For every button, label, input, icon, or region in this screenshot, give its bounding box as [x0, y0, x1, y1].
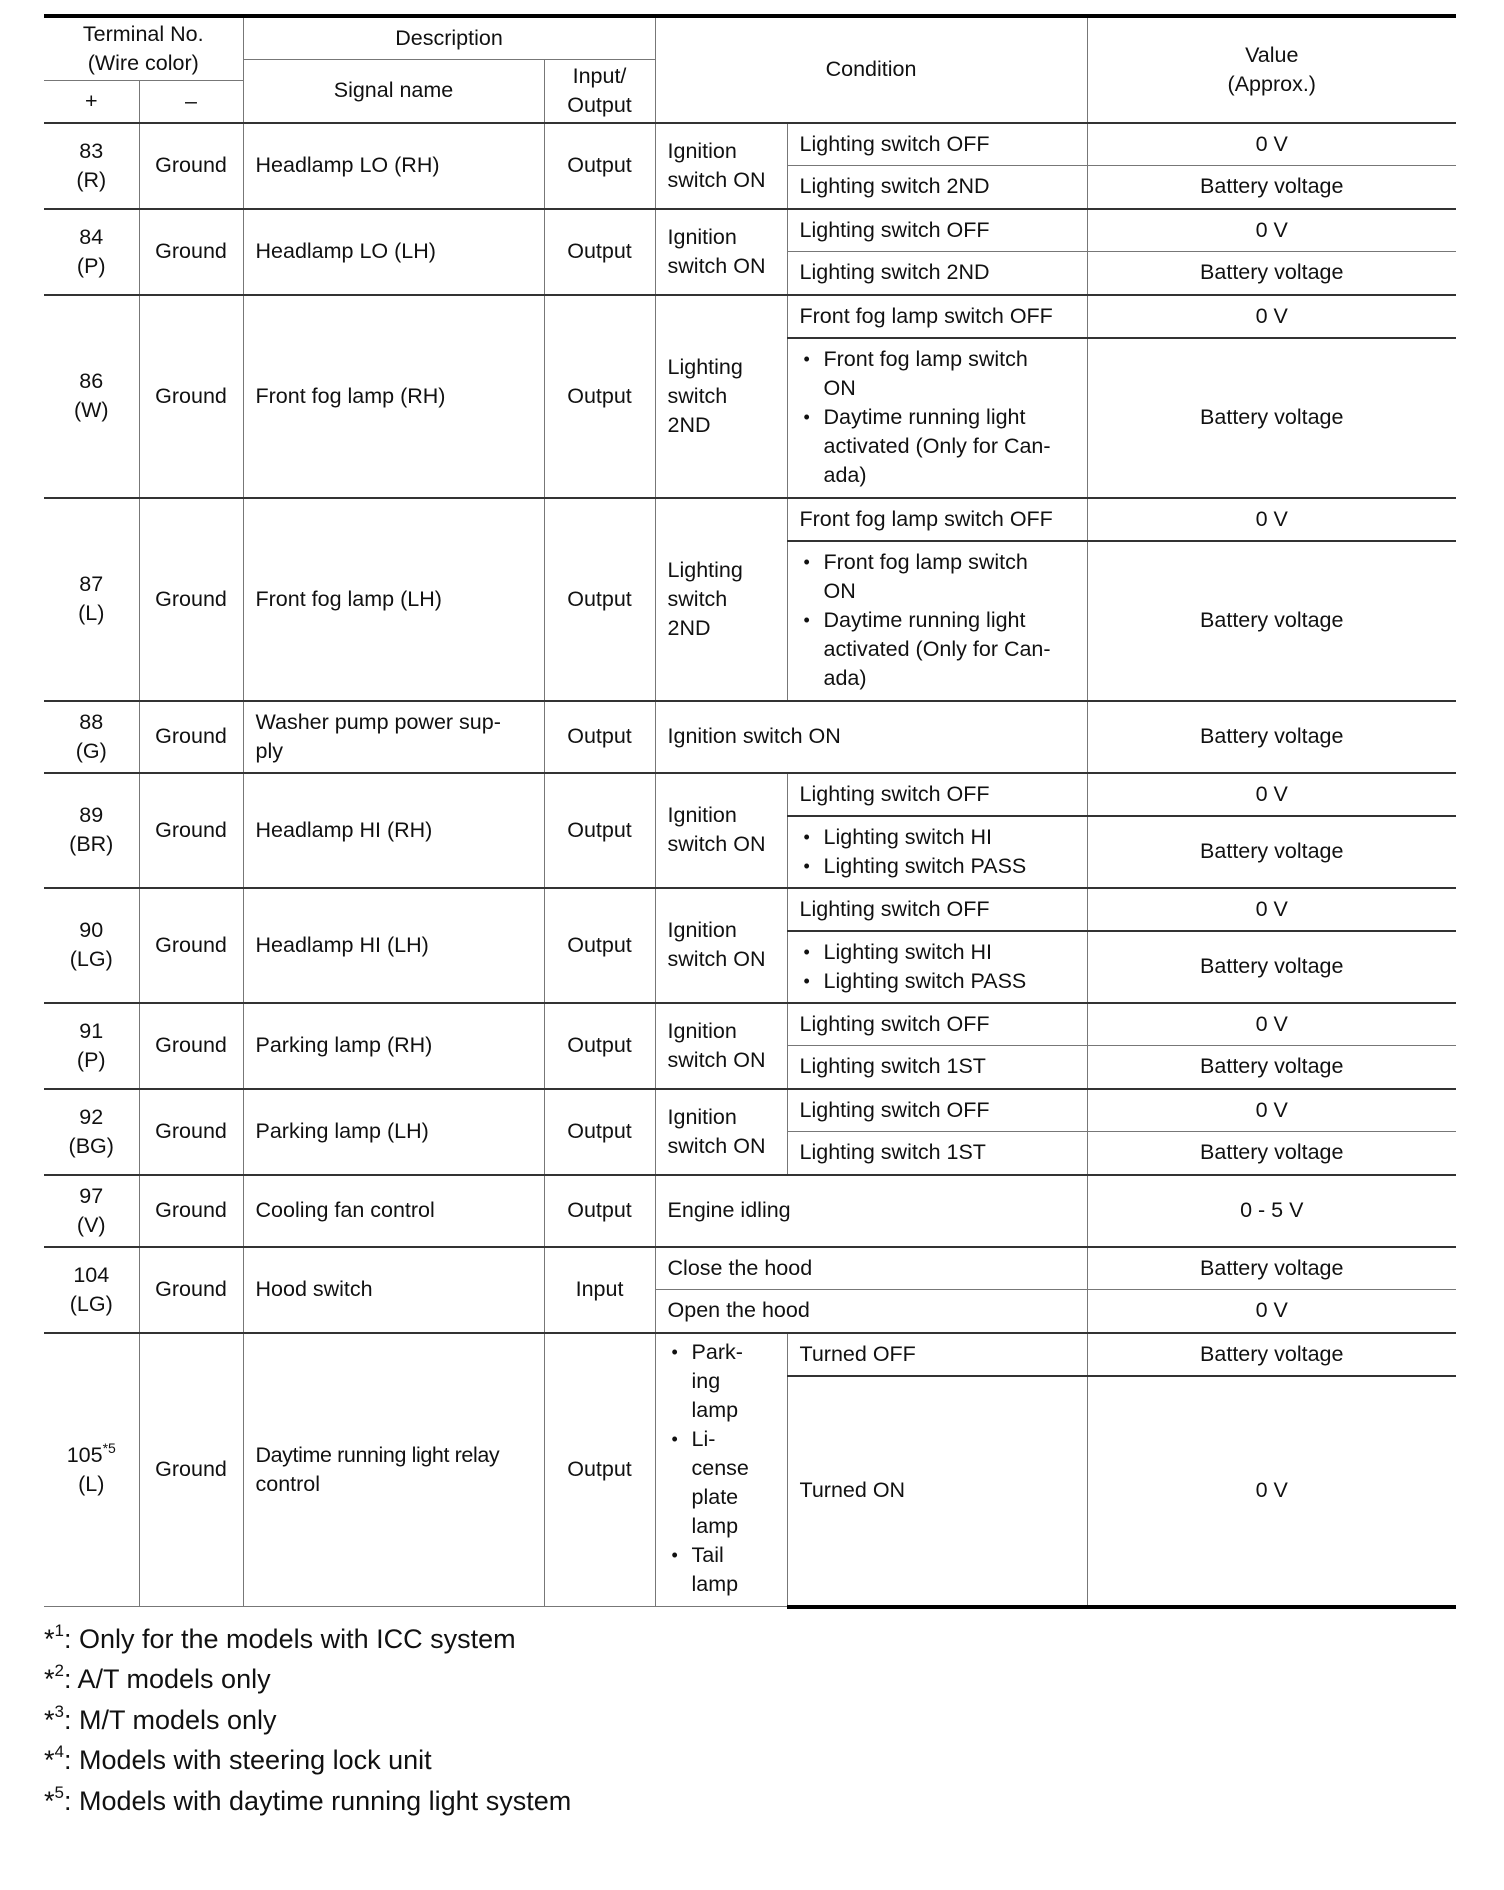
- condition: Lighting switch OFF: [787, 773, 1087, 816]
- condition-group-line: Ignition: [667, 1104, 737, 1129]
- lamp-line: • Park-: [691, 1339, 743, 1364]
- terminal-minus: Ground: [139, 1089, 243, 1175]
- condition: Lighting switch OFF: [787, 123, 1087, 166]
- terminal-num: 86: [79, 369, 104, 393]
- footnote: [44, 1700, 1456, 1741]
- terminal-minus: Ground: [139, 701, 243, 773]
- terminal-number: [44, 1175, 139, 1247]
- footnote-text: : Models with daytime running light system: [63, 1785, 572, 1816]
- condition-group: [655, 295, 787, 498]
- terminal-number: [44, 1247, 139, 1333]
- input-output: Output: [544, 888, 655, 1003]
- terminal-minus: Ground: [139, 773, 243, 888]
- terminal-number: [44, 498, 139, 701]
- value: Battery voltage: [1087, 252, 1456, 295]
- wire-color: (G): [75, 738, 107, 763]
- list-item: [668, 1425, 775, 1541]
- value: 0 V: [1087, 1003, 1456, 1046]
- wire-color: (R): [76, 167, 107, 192]
- condition: Front fog lamp switch OFF: [787, 498, 1087, 541]
- footnote-mark: *: [44, 1785, 55, 1816]
- signal-name: [243, 1333, 544, 1607]
- condition: Ignition switch ON: [655, 701, 1087, 773]
- signal-name-line: Daytime running light relay: [255, 1442, 500, 1467]
- terminal-number: [44, 701, 139, 773]
- table-row: [44, 295, 1456, 338]
- condition-group-line: switch ON: [667, 1133, 766, 1158]
- wire-color: (W): [73, 398, 109, 422]
- condition-group-line: Ignition: [667, 803, 737, 827]
- signal-name: Cooling fan control: [243, 1175, 544, 1247]
- condition: Lighting switch 1ST: [787, 1132, 1087, 1175]
- footnotes: [44, 1619, 1456, 1822]
- input-output: Output: [544, 1003, 655, 1089]
- table-row: [44, 773, 1456, 816]
- wire-color: (LG): [69, 947, 113, 971]
- condition: Lighting switch OFF: [787, 888, 1087, 931]
- condition-group-line: Lighting: [667, 354, 743, 379]
- terminal-num: 88: [79, 709, 104, 734]
- condition-line: ON: [823, 376, 856, 400]
- condition-line: • Daytime running light: [823, 405, 1026, 429]
- footnote-text: : Models with steering lock unit: [63, 1745, 432, 1775]
- value: 0 V: [1087, 1376, 1456, 1607]
- condition: [787, 338, 1087, 498]
- terminal-minus: Ground: [139, 123, 243, 209]
- value: Battery voltage: [1087, 1333, 1456, 1376]
- condition-group-line: Ignition: [667, 918, 737, 942]
- footnote: [44, 1740, 1456, 1781]
- table-row: [44, 1175, 1456, 1247]
- condition-group: [655, 888, 787, 1003]
- condition: Lighting switch OFF: [787, 209, 1087, 252]
- condition: [787, 931, 1087, 1003]
- signal-name: Headlamp LO (RH): [243, 123, 544, 209]
- condition-group: [655, 1003, 787, 1089]
- footnote-number: 2: [54, 1661, 64, 1680]
- header-signal-name: Signal name: [243, 59, 544, 123]
- terminal-number: [44, 295, 139, 498]
- table-row: [44, 498, 1456, 541]
- condition: [787, 816, 1087, 888]
- terminal-spec-table: [44, 14, 1456, 1609]
- signal-name: Front fog lamp (RH): [243, 295, 544, 498]
- list-item: • Lighting switch HI: [800, 938, 1075, 967]
- condition-list: [800, 823, 1075, 881]
- header-minus: –: [139, 81, 243, 123]
- wire-color: (LG): [69, 1291, 113, 1316]
- terminal-minus: Ground: [139, 888, 243, 1003]
- value: 0 V: [1087, 888, 1456, 931]
- condition-group: [655, 773, 787, 888]
- list-item: [800, 345, 1075, 403]
- signal-name: Parking lamp (RH): [243, 1003, 544, 1089]
- terminal-num: 97: [79, 1183, 104, 1208]
- footnote: [44, 1781, 1456, 1822]
- condition: Lighting switch 2ND: [787, 166, 1087, 209]
- lamp-line: lamp: [691, 1571, 739, 1596]
- input-output: Output: [544, 209, 655, 295]
- terminal-number: [44, 123, 139, 209]
- footnote-text: : A/T models only: [63, 1664, 271, 1694]
- terminal-minus: Ground: [139, 1175, 243, 1247]
- value: 0 V: [1087, 773, 1456, 816]
- condition-group-line: switch ON: [667, 253, 766, 278]
- terminal-number: [44, 209, 139, 295]
- value: Battery voltage: [1087, 931, 1456, 1003]
- condition-group-line: Ignition: [667, 138, 737, 163]
- value: Battery voltage: [1087, 1132, 1456, 1175]
- input-output: Output: [544, 1089, 655, 1175]
- condition-line: • Front fog lamp switch: [823, 347, 1028, 371]
- terminal-number: [44, 1003, 139, 1089]
- wire-color: (L): [78, 601, 105, 625]
- footnote-number: 4: [54, 1742, 64, 1761]
- wire-color: (BR): [69, 832, 114, 856]
- condition-group-line: switch: [667, 586, 728, 611]
- value: 0 V: [1087, 123, 1456, 166]
- input-output: Output: [544, 1175, 655, 1247]
- value: 0 V: [1087, 498, 1456, 541]
- condition-group-line: Ignition: [667, 1018, 737, 1043]
- signal-name-line: ply: [255, 738, 283, 763]
- lamp-line: plate: [691, 1484, 739, 1509]
- input-output: Output: [544, 701, 655, 773]
- terminal-num-footnote: *5: [102, 1439, 116, 1456]
- list-item: [800, 403, 1075, 490]
- condition: Front fog lamp switch OFF: [787, 295, 1087, 338]
- table-row: [44, 1333, 1456, 1376]
- lamp-list: [668, 1338, 775, 1599]
- terminal-num-text: 105: [66, 1442, 103, 1467]
- condition-line: ada): [823, 463, 867, 487]
- value: Battery voltage: [1087, 338, 1456, 498]
- header-condition: Condition: [655, 16, 1087, 123]
- condition-group-line: 2ND: [667, 615, 711, 640]
- terminal-num: 91: [79, 1018, 104, 1043]
- lamp-line: ing: [691, 1368, 721, 1393]
- header-terminal-no-label: Terminal No.: [82, 22, 204, 46]
- value: 0 V: [1087, 295, 1456, 338]
- table-row: [44, 701, 1456, 773]
- condition-line: activated (Only for Can-: [823, 434, 1051, 458]
- terminal-number: [44, 1089, 139, 1175]
- footnote-mark: *: [44, 1664, 55, 1694]
- table-row: [44, 1247, 1456, 1290]
- signal-name: [243, 701, 544, 773]
- value: Battery voltage: [1087, 816, 1456, 888]
- lamp-line: • Li-: [691, 1426, 716, 1451]
- header-approx-label: (Approx.): [1227, 71, 1316, 96]
- condition-line: activated (Only for Can-: [823, 637, 1051, 661]
- footnote-number: 1: [54, 1620, 64, 1640]
- signal-name-line: Washer pump power sup-: [255, 709, 501, 734]
- lamp-line: lamp: [691, 1397, 739, 1422]
- terminal-minus: Ground: [139, 295, 243, 498]
- header-input-output: [544, 59, 655, 123]
- header-terminal-no: [44, 16, 243, 81]
- footnote: [44, 1659, 1456, 1700]
- terminal-num: 92: [79, 1104, 104, 1129]
- terminal-num: 104: [73, 1262, 110, 1287]
- value: Battery voltage: [1087, 701, 1456, 773]
- condition-group: [655, 123, 787, 209]
- condition: Lighting switch OFF: [787, 1089, 1087, 1132]
- terminal-num: 87: [79, 572, 104, 596]
- terminal-minus: Ground: [139, 1247, 243, 1333]
- condition-group-line: switch ON: [667, 1047, 766, 1072]
- list-item: [800, 606, 1075, 693]
- input-output: Output: [544, 123, 655, 209]
- condition: Close the hood: [655, 1247, 1087, 1290]
- condition-line: • Front fog lamp switch: [823, 550, 1028, 574]
- wire-color: (V): [76, 1212, 106, 1237]
- terminal-minus: Ground: [139, 209, 243, 295]
- condition-group: [655, 1333, 787, 1607]
- condition: Open the hood: [655, 1290, 1087, 1333]
- condition: [787, 541, 1087, 701]
- value: 0 - 5 V: [1087, 1175, 1456, 1247]
- value: Battery voltage: [1087, 1247, 1456, 1290]
- header-value-label: Value: [1245, 42, 1299, 67]
- signal-name: Front fog lamp (LH): [243, 498, 544, 701]
- input-output: Output: [544, 295, 655, 498]
- condition: Lighting switch OFF: [787, 1003, 1087, 1046]
- terminal-num: 84: [79, 224, 104, 249]
- condition: Turned OFF: [787, 1333, 1087, 1376]
- table-row: [44, 209, 1456, 252]
- condition-line: ON: [823, 579, 856, 603]
- signal-name: Headlamp LO (LH): [243, 209, 544, 295]
- footnote-number: 3: [54, 1701, 64, 1721]
- terminal-number: [44, 773, 139, 888]
- list-item: [668, 1338, 775, 1425]
- value: 0 V: [1087, 1089, 1456, 1132]
- terminal-number: [44, 888, 139, 1003]
- value: Battery voltage: [1087, 541, 1456, 701]
- footnote-number: 5: [54, 1782, 64, 1802]
- lamp-line: • Tail: [691, 1542, 724, 1567]
- condition-group-line: switch ON: [667, 832, 766, 856]
- footnote-mark: *: [44, 1745, 55, 1775]
- input-output: Output: [544, 498, 655, 701]
- header-wire-color-label: (Wire color): [87, 51, 199, 75]
- condition: Lighting switch 1ST: [787, 1046, 1087, 1089]
- wire-color: (P): [76, 253, 106, 278]
- list-item: [668, 1541, 775, 1599]
- condition: Lighting switch 2ND: [787, 252, 1087, 295]
- signal-name: Parking lamp (LH): [243, 1089, 544, 1175]
- header-plus: +: [44, 81, 139, 123]
- header-row: [44, 16, 1456, 59]
- value: 0 V: [1087, 1290, 1456, 1333]
- wire-color: (BG): [68, 1133, 114, 1158]
- table-row: [44, 1003, 1456, 1046]
- input-output: Input: [544, 1247, 655, 1333]
- value: Battery voltage: [1087, 166, 1456, 209]
- header-description: Description: [243, 16, 655, 59]
- condition-list: [800, 548, 1075, 693]
- condition-group-line: Ignition: [667, 224, 737, 249]
- condition-line: • Daytime running light: [823, 608, 1026, 632]
- header-value: [1087, 16, 1456, 123]
- input-output: Output: [544, 1333, 655, 1607]
- header-input-output-line2: Output: [567, 92, 632, 117]
- condition-list: [800, 938, 1075, 996]
- value: 0 V: [1087, 209, 1456, 252]
- signal-name-line: control: [255, 1471, 321, 1496]
- input-output: Output: [544, 773, 655, 888]
- terminal-num: [56, 1441, 127, 1470]
- terminal-number: [44, 1333, 139, 1607]
- footnote-text: : Only for the models with ICC system: [63, 1623, 516, 1654]
- wire-color: (P): [76, 1047, 106, 1072]
- footnote-mark: *: [44, 1704, 55, 1735]
- list-item: • Lighting switch PASS: [800, 967, 1075, 996]
- table-row: [44, 888, 1456, 931]
- terminal-minus: Ground: [139, 498, 243, 701]
- condition-group-line: 2ND: [667, 412, 711, 437]
- terminal-num: 89: [79, 803, 104, 827]
- lamp-line: lamp: [691, 1513, 739, 1538]
- signal-name: Hood switch: [243, 1247, 544, 1333]
- condition-group: [655, 209, 787, 295]
- header-input-output-line1: Input/: [572, 63, 627, 88]
- list-item: • Lighting switch PASS: [800, 852, 1075, 881]
- condition-group-line: switch: [667, 383, 728, 408]
- footnote: [44, 1619, 1456, 1660]
- condition-group-line: switch ON: [667, 947, 766, 971]
- signal-name: Headlamp HI (LH): [243, 888, 544, 1003]
- condition-group: [655, 1089, 787, 1175]
- terminal-num: 83: [79, 138, 104, 163]
- condition-group: [655, 498, 787, 701]
- lamp-line: cense: [691, 1455, 749, 1480]
- condition-line: ada): [823, 666, 867, 690]
- footnote-mark: *: [44, 1623, 55, 1654]
- wire-color: (L): [78, 1471, 105, 1496]
- condition-group-line: switch ON: [667, 167, 766, 192]
- condition-list: [800, 345, 1075, 490]
- terminal-minus: Ground: [139, 1333, 243, 1607]
- value: Battery voltage: [1087, 1046, 1456, 1089]
- condition: Turned ON: [787, 1376, 1087, 1607]
- list-item: [800, 548, 1075, 606]
- signal-name: Headlamp HI (RH): [243, 773, 544, 888]
- footnote-text: : M/T models only: [63, 1704, 277, 1735]
- terminal-table-wrapper: [44, 14, 1456, 1821]
- condition: Engine idling: [655, 1175, 1087, 1247]
- table-row: [44, 123, 1456, 166]
- condition-group-line: Lighting: [667, 557, 743, 582]
- terminal-minus: Ground: [139, 1003, 243, 1089]
- table-row: [44, 1089, 1456, 1132]
- terminal-num: 90: [79, 918, 104, 942]
- list-item: • Lighting switch HI: [800, 823, 1075, 852]
